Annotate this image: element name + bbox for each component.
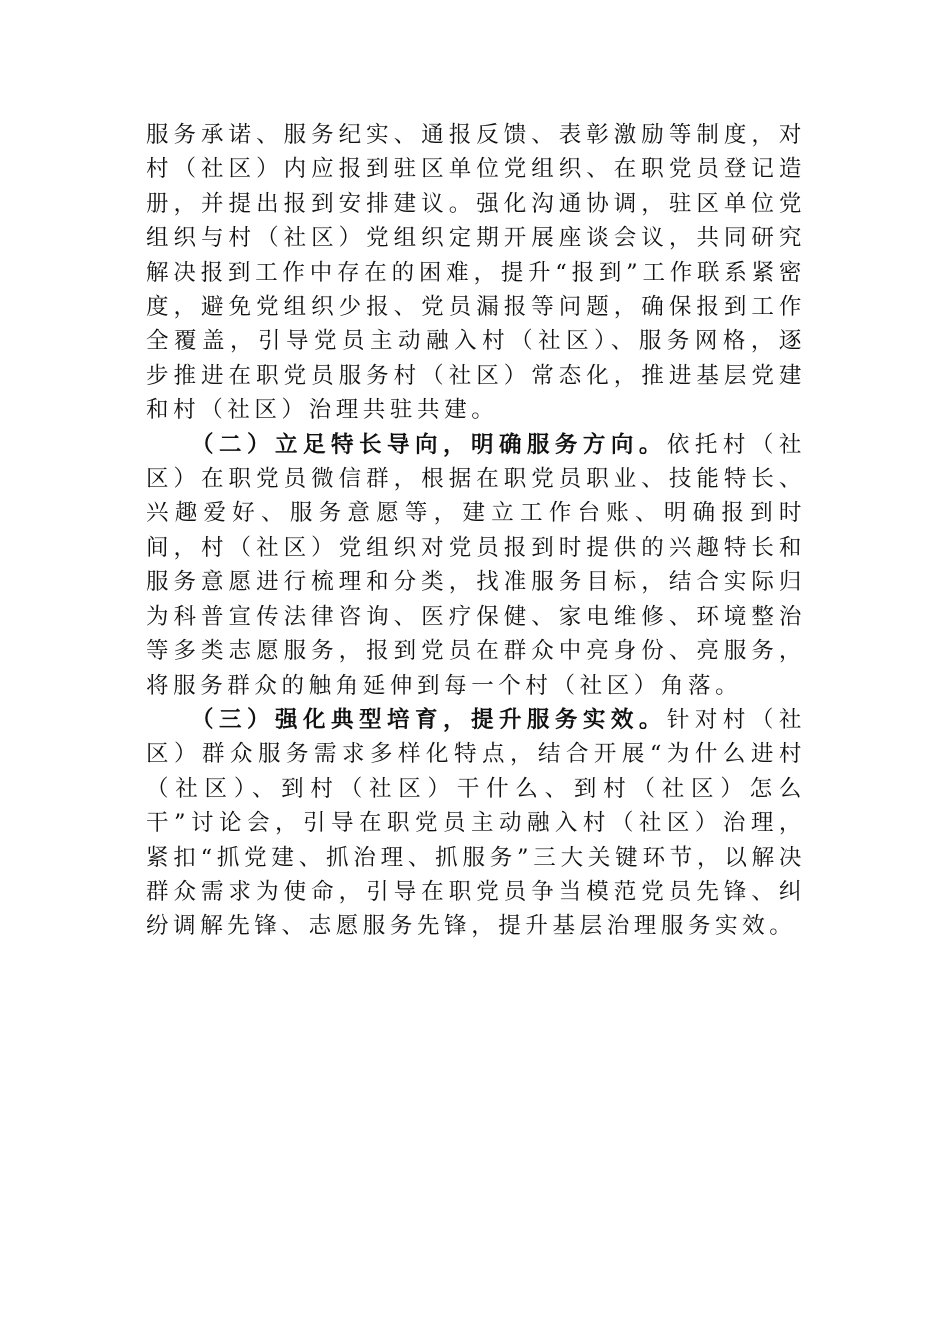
paragraph-section-3	[146, 703, 806, 944]
section-heading: （二）立足特长导向，明确服务方向。	[191, 431, 667, 458]
paragraph-text: 针对村（社区）群众服务需求多样化特点，结合开展“为什么进村（社区）、到村（社区）干什么、到村（社区）怎么干”讨论会，引导在职党员主动融入村（社区）治理，紧扣“抓党建、抓治理、抓服务”三大关键环节，以解决群众需求为使命，引导在职党员争当模范党员先锋、纠纷调解先锋、志愿服务先锋，提升基层治理服务实效。	[146, 706, 806, 940]
paragraph-intro	[146, 118, 806, 428]
paragraph-text: 服务承诺、服务纪实、通报反馈、表彰激励等制度，对村（社区）内应报到驻区单位党组织、在职党员登记造册，并提出报到安排建议。强化沟通协调，驻区单位党组织与村（社区）党组织定期开展座谈会议，共同研究解决报到工作中存在的困难，提升“报到”工作联系紧密度，避免党组织少报、党员漏报等问题，确保报到工作全覆盖，引导党员主动融入村（社区）、服务网格，逐步推进在职党员服务村（社区）常态化，推进基层党建和村（社区）治理共驻共建。	[146, 122, 806, 424]
paragraph-text: 依托村（社区）在职党员微信群，根据在职党员职业、技能特长、兴趣爱好、服务意愿等，建立工作台账、明确报到时间，村（社区）党组织对党员报到时提供的兴趣特长和服务意愿进行梳理和分类，找准服务目标，结合实际归为科普宣传法律咨询、医疗保健、家电维修、环境整治等多类志愿服务，报到党员在群众中亮身份、亮服务，将服务群众的触角延伸到每一个村（社区）角落。	[146, 431, 806, 699]
document-page	[146, 118, 806, 944]
section-heading: （三）强化典型培育，提升服务实效。	[191, 706, 667, 733]
paragraph-section-2	[146, 428, 806, 703]
